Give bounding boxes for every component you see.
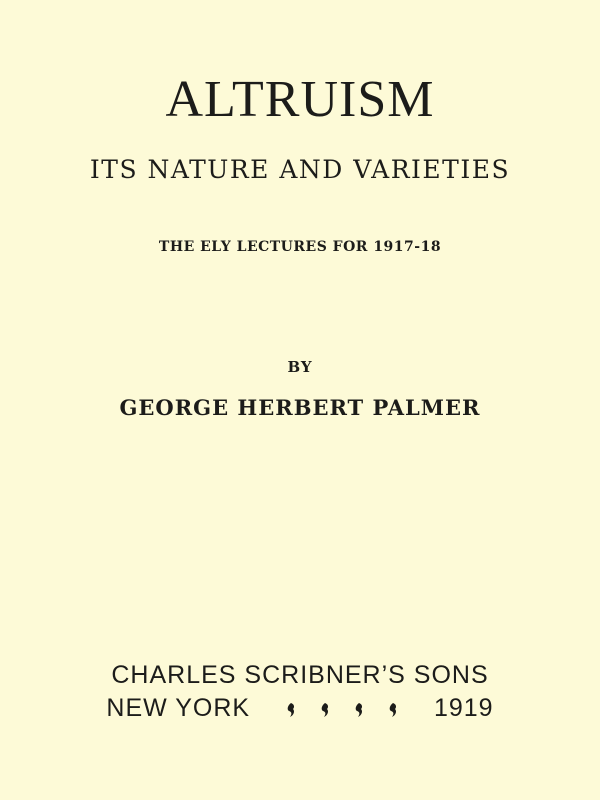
printers-ornament-icon — [320, 703, 330, 717]
printers-ornament-icon — [388, 703, 398, 717]
book-subtitle: ITS NATURE AND VARIETIES — [89, 155, 511, 184]
imprint-line — [0, 690, 600, 725]
printers-ornament-icon — [354, 703, 364, 717]
book-title: ALTRUISM — [165, 71, 435, 128]
lecture-series: THE ELY LECTURES FOR 1917-18 — [158, 239, 442, 255]
by-label: BY — [287, 358, 313, 376]
author-name: GEORGE HERBERT PALMER — [119, 395, 481, 420]
ornament-group — [274, 691, 410, 725]
publisher-name: CHARLES SCRIBNER’S SONS — [111, 661, 489, 689]
publication-year: 1919 — [433, 694, 494, 723]
printers-ornament-icon — [286, 703, 296, 717]
publication-place: NEW YORK — [106, 694, 251, 723]
